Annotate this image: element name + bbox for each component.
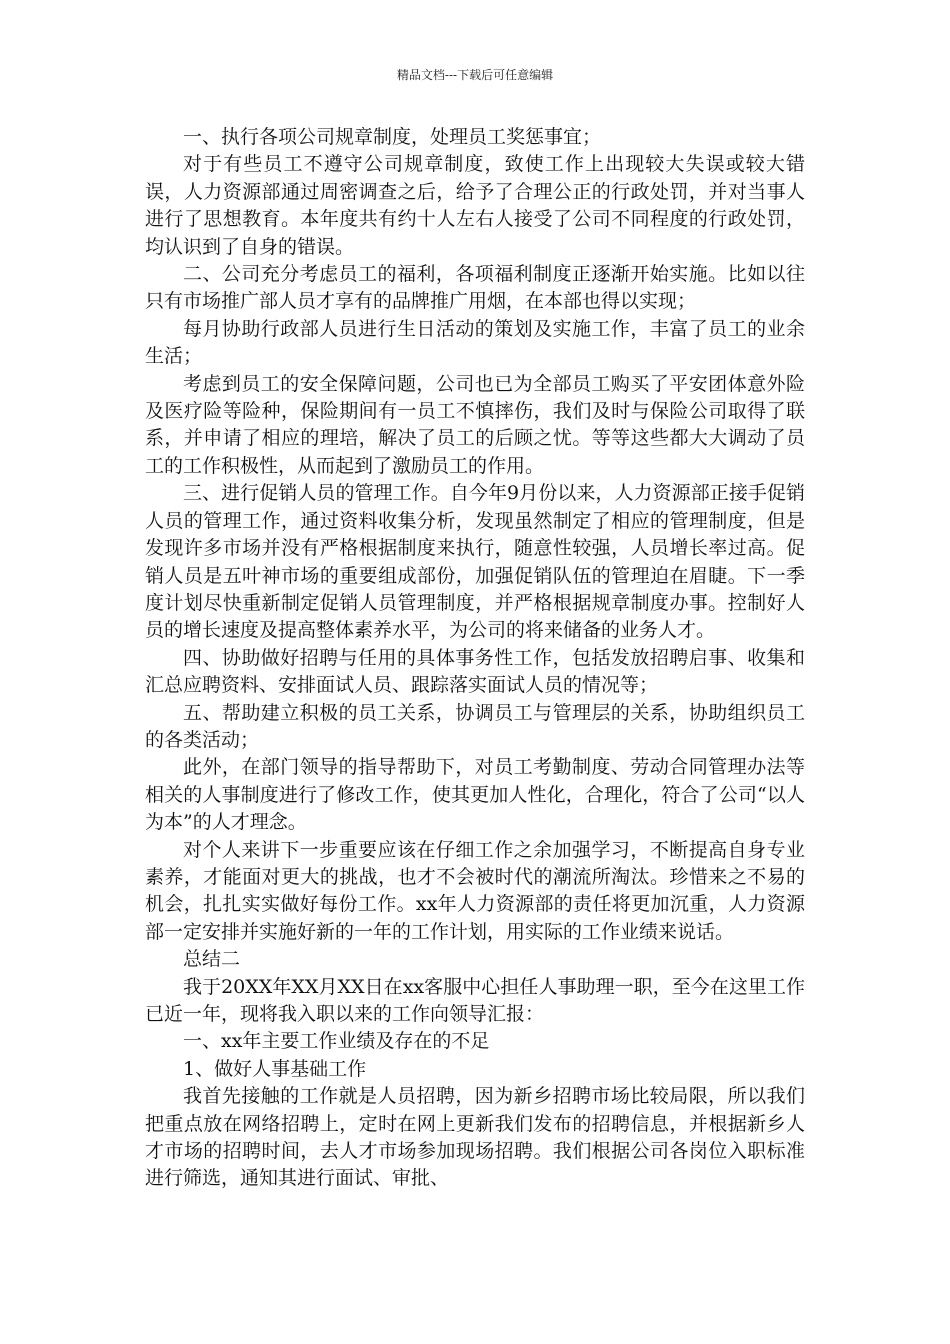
paragraph: 对于有些员工不遵守公司规章制度，致使工作上出现较大失误或较大错误，人力资源部通过周密调查之后，给予了合理公正的行政处罚，并对当事人进行了思想教育。本年度共有约十人左右人接受了公司不同程度的行政处罚，均认识到了自身的错误。 xyxy=(145,153,805,258)
paragraph: 五、帮助建立积极的员工关系，协调员工与管理层的关系，协助组织员工的各类活动； xyxy=(145,701,805,751)
document-body xyxy=(145,124,805,1193)
paragraph: 一、执行各项公司规章制度，处理员工奖惩事宜； xyxy=(183,126,602,148)
paragraph: 三、进行促销人员的管理工作。自今年9月份以来，人力资源部正接手促销人员的管理工作，通过资料收集分析，发现虽然制定了相应的管理制度，但是发现许多市场并没有严格根据制度来执行，随意性较强，人员增长率过高。促销人员是五叶神市场的重要组成部份，加强促销队伍的管理迫在眉睫。下一季度计划尽快重新制定促销人员管理制度，并严格根据规章制度办事。控制好人员的增长速度及提高整体素养水平，为公司的将来储备的业务人才。 xyxy=(145,482,805,642)
paragraph: 每月协助行政部人员进行生日活动的策划及实施工作，丰富了员工的业余生活； xyxy=(145,317,805,368)
page-header: 精品文档---下载后可任意编辑 xyxy=(396,68,554,82)
section-heading: 总结二 xyxy=(183,948,241,971)
paragraph: 对个人来讲下一步重要应该在仔细工作之余加强学习，不断提高自身专业素养，才能面对更大的挑战，也才不会被时代的潮流所淘汰。珍惜来之不易的机会，扎扎实实做好每份工作。xx年人力资源部的责任将更加沉重，人力资源部一定安排并实施好新的一年的工作计划，用实际的工作业绩来说话。 xyxy=(145,838,805,943)
paragraph: 我于20XX年XX月XX日在xx客服中心担任人事助理一职，至今在这里工作已近一年，现将我入职以来的工作向领导汇报： xyxy=(145,975,805,1025)
subsection-heading: 一、xx年主要工作业绩及存在的不足 xyxy=(183,1030,490,1053)
paragraph: 二、公司充分考虑员工的福利，各项福利制度正逐渐开始实施。比如以往只有市场推广部人员才享有的品牌推广用烟，在本部也得以实现； xyxy=(145,263,805,313)
paragraph: 我首先接触的工作就是人员招聘，因为新乡招聘市场比较局限，所以我们把重点放在网络招聘上，定时在网上更新我们发布的招聘信息，并根据新乡人才市场的招聘时间，去人才市场参加现场招聘。我们根据公司各岗位入职标准进行筛选，通知其进行面试、审批、 xyxy=(145,1085,805,1190)
subsection-heading: 1、做好人事基础工作 xyxy=(183,1057,367,1080)
paragraph: 四、协助做好招聘与任用的具体事务性工作，包括发放招聘启事、收集和汇总应聘资料、安排面试人员、跟踪落实面试人员的情况等； xyxy=(145,646,805,697)
paragraph: 此外，在部门领导的指导帮助下，对员工考勤制度、劳动合同管理办法等相关的人事制度进行了修改工作，使其更加人性化，合理化，符合了公司“以人为本”的人才理念。 xyxy=(145,756,805,834)
paragraph: 考虑到员工的安全保障问题，公司也已为全部员工购买了平安团体意外险及医疗险等险种，保险期间有一员工不慎摔伤，我们及时与保险公司取得了联系，并申请了相应的理培，解决了员工的后顾之忧。等等这些都大大调动了员工的工作积极性，从而起到了激励员工的作用。 xyxy=(145,372,805,477)
